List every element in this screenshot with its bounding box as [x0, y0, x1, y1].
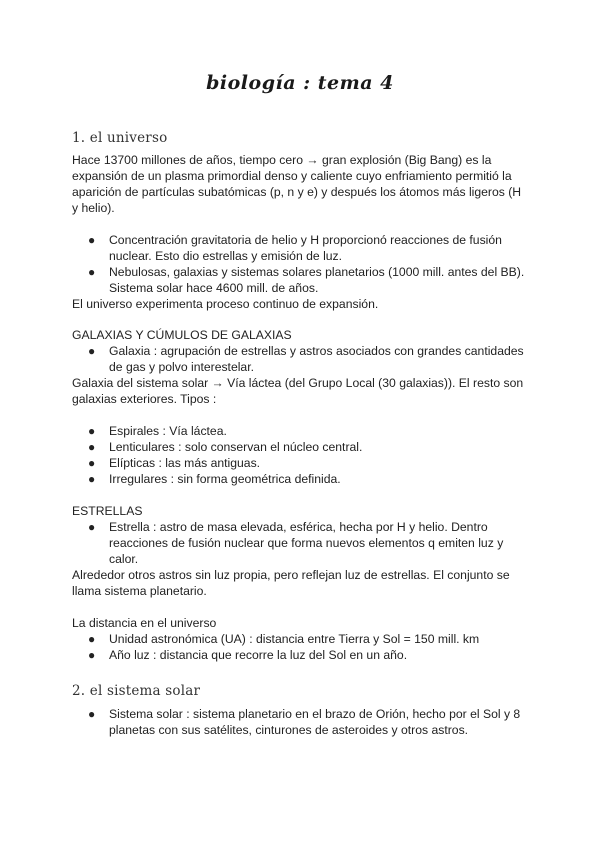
list-item-line: de gas y polvo interestelar.	[109, 360, 254, 374]
bullet-icon: ●	[88, 456, 96, 470]
galaxias-bullet-list	[72, 343, 532, 375]
list-item-line: Sistema solar : sistema planetario en el brazo de Orión, hecho por el Sol y 8	[109, 707, 521, 721]
list-item-line: Lenticulares : solo conservan el núcleo central.	[109, 440, 363, 454]
section-heading-universo: 1. el universo	[72, 130, 168, 146]
galaxias-paragraph	[72, 375, 532, 407]
list-item	[72, 471, 532, 487]
bullet-icon: ●	[88, 707, 96, 721]
paragraph-line: galaxias exteriores. Tipos :	[72, 392, 217, 406]
list-item-line: Año luz : distancia que recorre la luz del Sol en un año.	[109, 648, 408, 662]
paragraph-line: Galaxia del sistema solar → Vía láctea (del Grupo Local (30 galaxias)). El resto son	[72, 376, 524, 390]
bullet-icon: ●	[88, 648, 96, 662]
paragraph-line: Alrededor otros astros sin luz propia, pero reflejan luz de estrellas. El conjunto se	[72, 568, 510, 582]
paragraph-line: y helio).	[72, 201, 115, 215]
list-item-line: reacciones de fusión nuclear que forma nuevos elementos q emiten luz y	[109, 536, 504, 550]
section-heading-sistema-solar: 2. el sistema solar	[72, 683, 201, 699]
estrellas-heading: ESTRELLAS	[72, 504, 143, 518]
sistema-solar-bullet-list	[72, 706, 532, 738]
list-item-line: Nebulosas, galaxias y sistemas solares planetarios (1000 mill. antes del BB).	[109, 265, 525, 279]
estrellas-paragraph	[72, 567, 532, 599]
bullet-icon: ●	[88, 632, 96, 646]
list-item	[72, 706, 532, 738]
bullet-icon: ●	[88, 424, 96, 438]
list-item	[72, 232, 532, 264]
list-item	[72, 264, 532, 296]
list-item	[72, 631, 532, 647]
bullet-icon: ●	[88, 265, 96, 279]
bullet-icon: ●	[88, 520, 96, 534]
list-item	[72, 439, 532, 455]
distancia-bullet-list	[72, 631, 532, 663]
distancia-heading: La distancia en el universo	[72, 616, 217, 630]
list-item-line: Elípticas : las más antiguas.	[109, 456, 261, 470]
galaxias-heading: GALAXIAS Y CÚMULOS DE GALAXIAS	[72, 328, 292, 342]
document-title: biología : tema 4	[206, 72, 394, 94]
estrellas-bullet-list	[72, 519, 532, 567]
list-item-line: Sistema solar hace 4600 mill. de años.	[109, 281, 319, 295]
paragraph-line: Hace 13700 millones de años, tiempo cero → gran explosión (Big Bang) es la	[72, 153, 492, 167]
paragraph-line: aparición de partículas subatómicas (p, n y e) y después los átomos más ligeros (H	[72, 185, 522, 199]
list-item-line: Galaxia : agrupación de estrellas y astros asociados con grandes cantidades	[109, 344, 524, 358]
list-item-line: Unidad astronómica (UA) : distancia entre Tierra y Sol = 150 mill. km	[109, 632, 480, 646]
galaxy-types-list	[72, 423, 532, 487]
universo-intro-paragraph	[72, 152, 532, 216]
bullet-icon: ●	[88, 233, 96, 247]
paragraph-line: expansión de un plasma primordial denso y caliente cuyo enfriamiento permitió la	[72, 169, 512, 183]
list-item-line: Concentración gravitatoria de helio y H proporcionó reacciones de fusión	[109, 233, 502, 247]
list-item-line: Espirales : Vía láctea.	[109, 424, 227, 438]
list-item	[72, 519, 532, 567]
list-item	[72, 455, 532, 471]
bullet-icon: ●	[88, 472, 96, 486]
list-item	[72, 647, 532, 663]
list-item-line: nuclear. Esto dio estrellas y emisión de luz.	[109, 249, 343, 263]
list-item-line: Estrella : astro de masa elevada, esférica, hecha por H y helio. Dentro	[109, 520, 488, 534]
universo-bullet-list	[72, 232, 532, 296]
expansion-sentence: El universo experimenta proceso continuo de expansión.	[72, 297, 379, 311]
paragraph-line: llama sistema planetario.	[72, 584, 207, 598]
bullet-icon: ●	[88, 344, 96, 358]
list-item	[72, 423, 532, 439]
list-item-line: calor.	[109, 552, 139, 566]
bullet-icon: ●	[88, 440, 96, 454]
list-item-line: planetas con sus satélites, cinturones de asteroides y otros astros.	[109, 723, 469, 737]
list-item	[72, 343, 532, 375]
list-item-line: Irregulares : sin forma geométrica definida.	[109, 472, 341, 486]
